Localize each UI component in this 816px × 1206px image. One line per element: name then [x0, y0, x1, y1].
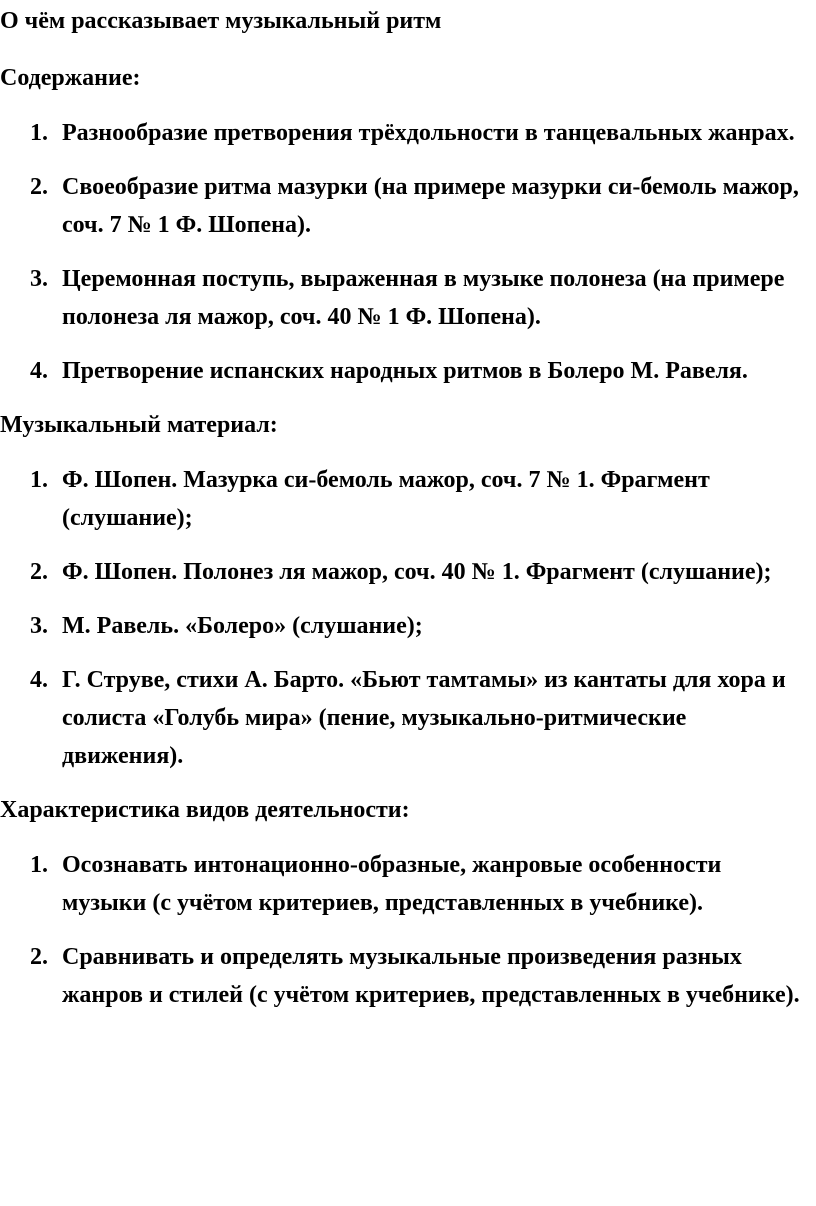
- list-item-number: 2.: [30, 944, 48, 970]
- list-item: [0, 168, 810, 244]
- list-item-number: 1.: [30, 852, 48, 878]
- list-item-text: М. Равель. «Болеро» (слушание);: [62, 613, 423, 639]
- list-item: [0, 607, 810, 645]
- list-item: [0, 661, 810, 775]
- list-item-text: Разнообразие претворения трёхдольности в танцевальных жанрах.: [62, 120, 795, 146]
- list-item-text: Ф. Шопен. Мазурка си-бемоль мажор, соч. 7 № 1. Фрагмент (слушание);: [62, 467, 710, 531]
- list-item-number: 4.: [30, 667, 48, 693]
- list-item: [0, 938, 810, 1014]
- list-item: [0, 461, 810, 537]
- list-item: [0, 352, 810, 390]
- list-item-number: 1.: [30, 467, 48, 493]
- list-item-text: Г. Струве, стихи А. Барто. «Бьют тамтамы» из кантаты для хора и солиста «Голубь мира» (пение, музыкально-ритмические движения).: [62, 667, 786, 769]
- list-item-number: 3.: [30, 266, 48, 292]
- list-item-number: 1.: [30, 120, 48, 146]
- list-item-text: Претворение испанских народных ритмов в Болеро М. Равеля.: [62, 358, 748, 384]
- activities-heading: Характеристика видов деятельности:: [0, 797, 410, 823]
- content-heading: Содержание:: [0, 65, 141, 91]
- list-item: [0, 553, 810, 591]
- list-item: [0, 114, 810, 152]
- material-heading: Музыкальный материал:: [0, 412, 278, 438]
- list-item: [0, 260, 810, 336]
- list-item: [0, 846, 810, 922]
- list-item-text: Своеобразие ритма мазурки (на примере мазурки си-бемоль мажор, соч. 7 № 1 Ф. Шопена).: [62, 174, 799, 238]
- list-item-text: Осознавать интонационно-образные, жанровые особенности музыки (с учётом критериев, представленных в учебнике).: [62, 852, 722, 916]
- list-item-number: 3.: [30, 613, 48, 639]
- list-item-number: 2.: [30, 559, 48, 585]
- list-item-text: Сравнивать и определять музыкальные произведения разных жанров и стилей (с учётом критериев, представленных в учебнике).: [62, 944, 800, 1008]
- material-list: [0, 461, 810, 775]
- activities-list: [0, 846, 810, 1014]
- list-item-number: 4.: [30, 358, 48, 384]
- list-item-number: 2.: [30, 174, 48, 200]
- list-item-text: Церемонная поступь, выраженная в музыке полонеза (на примере полонеза ля мажор, соч. 40 № 1 Ф. Шопена).: [62, 266, 785, 330]
- content-list: [0, 114, 810, 390]
- document-title: О чём рассказывает музыкальный ритм: [0, 8, 442, 34]
- list-item-text: Ф. Шопен. Полонез ля мажор, соч. 40 № 1. Фрагмент (слушание);: [62, 559, 772, 585]
